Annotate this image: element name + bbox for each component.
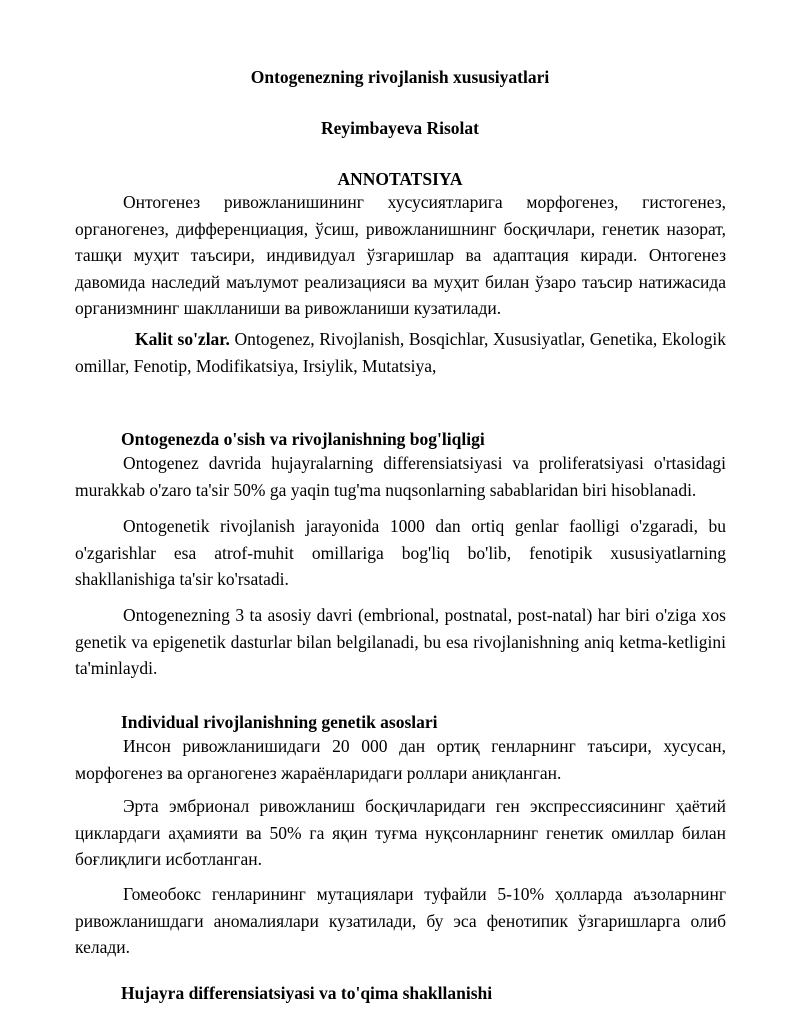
section-paragraph: Ontogenezning 3 ta asosiy davri (embrional, postnatal, post-natal) har biri o'ziga xos genetik va epigenetik dasturlar bilan belgilanadi, bu esa rivojlanishning aniq ketma-ketligini ta'minlaydi. — [75, 605, 726, 678]
section-heading: Ontogenezda o'sish va rivojlanishning bog'liqligi — [121, 429, 485, 449]
section-paragraph: Гомеобокс генларининг мутациялари туфайли 5-10% ҳолларда аъзоларнинг ривожланишдаги аномалиялари кузатилади, бу эса фенотипик ўзгаришларга олиб келади. — [75, 884, 726, 957]
section-paragraph: Эрта эмбрионал ривожланиш босқичларидаги ген экспрессиясининг ҳаётий циклардаги аҳамияти ва 50% га яқин туғма нуқсонларнинг генетик омиллар билан боғлиқлиги исботланган. — [75, 796, 726, 869]
keywords-list: Ontogenez, Rivojlanish, Bosqichlar, Xususiyatlar, Genetika, Ekologik omillar, Fenotip, Modifikatsiya, Irsiylik, Mutatsiya, — [75, 329, 726, 376]
annotation-paragraph: Онтогенез ривожланишининг хусусиятларига морфогенез, гистогенез, органогенез, дифференциация, ўсиш, ривожланишнинг босқичлари, генетик назорат, ташқи муҳит таъсири, индивидуал ўзгаришлар ва адаптация киради. Онтогенез давомида наследий маълумот реализацияси ва муҳит билан ўзаро таъсир натижасида организмнинг шаклланиши ва ривожланиши кузатилади. — [75, 192, 726, 318]
section-paragraph: Ontogenetik rivojlanish jarayonida 1000 dan ortiq genlar faolligi o'zgaradi, bu o'zgarishlar esa atrof-muhit omillariga bog'liq bo'lib, fenotipik xususiyatlarning shakllanishiga ta'sir ko'rsatadi. — [75, 516, 726, 589]
keywords-paragraph — [75, 326, 726, 379]
section-paragraph: Ontogenez davrida hujayralarning differensiatsiyasi va proliferatsiyasi o'rtasidagi murakkab o'zaro ta'sir 50% ga yaqin tug'ma nuqsonlarning sabablaridan biri hisoblanadi. — [75, 453, 726, 500]
section-heading: Hujayra differensiatsiyasi va to'qima shakllanishi — [121, 983, 493, 1003]
section-heading: Individual rivojlanishning genetik asoslari — [121, 712, 438, 732]
annotation-heading: ANNOTATSIYA — [337, 169, 463, 189]
document-author: Reyimbayeva Risolat — [321, 118, 479, 138]
keywords-label: Kalit so'zlar. — [135, 329, 230, 349]
document-title: Ontogenezning rivojlanish xususiyatlari — [250, 67, 550, 87]
section-paragraph: Инсон ривожланишидаги 20 000 дан ортиқ генларнинг таъсири, хусусан, морфогенез ва органогенез жараёнларидаги роллари аниқланган. — [75, 736, 726, 783]
